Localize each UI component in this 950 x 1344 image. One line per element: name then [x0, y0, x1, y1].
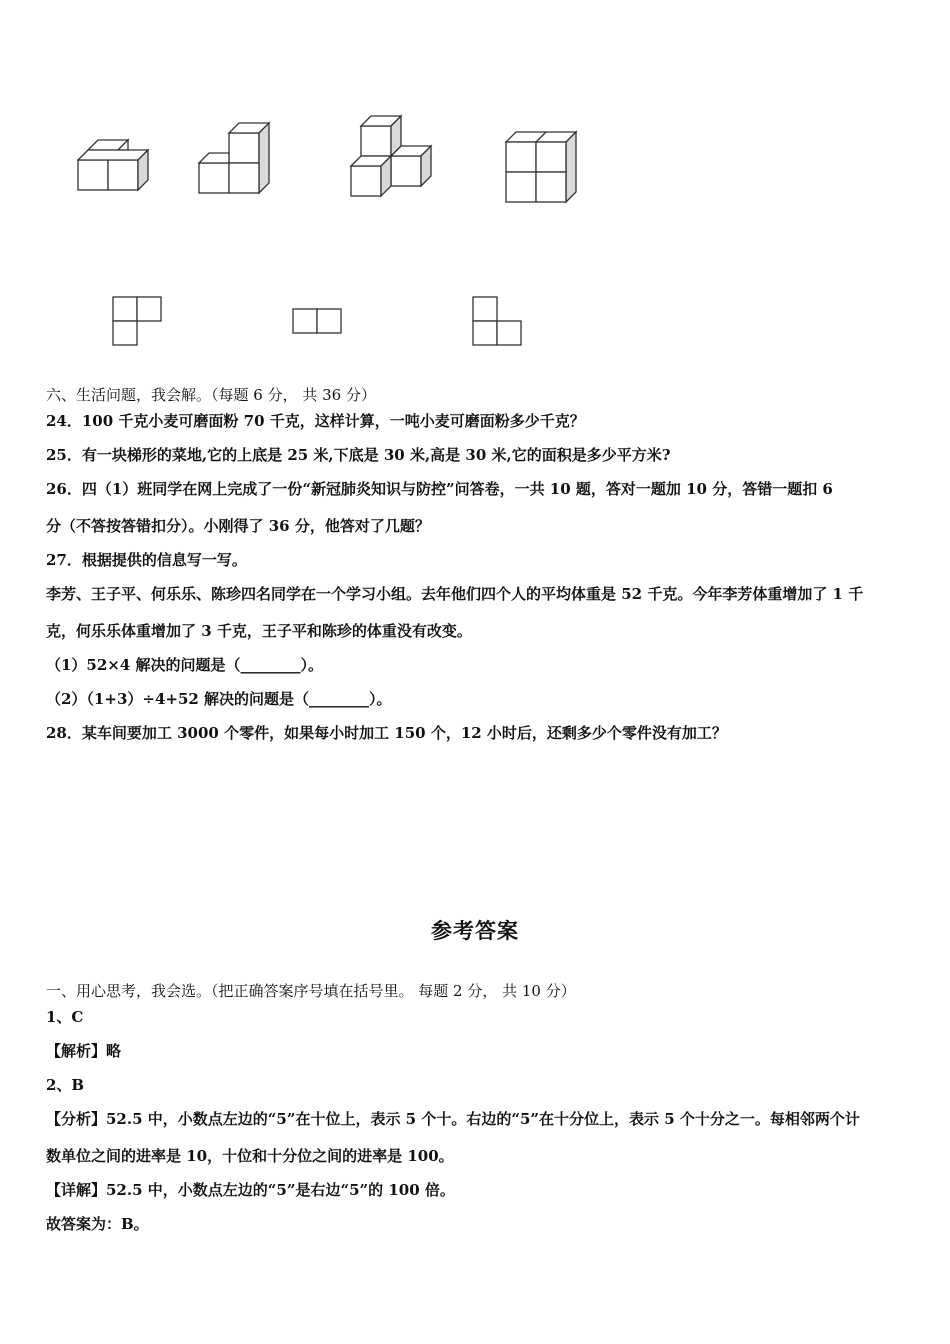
plane-view-2	[293, 309, 341, 333]
cube-figure-3	[351, 116, 431, 196]
plane-view-1	[113, 297, 161, 345]
cube-figure-2	[199, 123, 269, 193]
answer-1-analysis: 【解析】略	[46, 1042, 122, 1060]
answer-2-detail: 【详解】52.5 中，小数点左边的“5”是右边“5”的 100 倍。	[46, 1181, 455, 1199]
question-25: 25．有一块梯形的菜地,它的上底是 25 米,下底是 30 米,高是 30 米,它的面积是多少平方米?	[46, 446, 671, 464]
answers-title: 参考答案	[431, 918, 519, 943]
question-27-line-1: 李芳、王子平、何乐乐、陈珍四名同学在一个学习小组。去年他们四个人的平均体重是 52 千克。今年李芳体重增加了 1 千	[46, 585, 864, 603]
cube-figure-1	[78, 140, 148, 190]
question-24: 24．100 千克小麦可磨面粉 70 千克，这样计算，一吨小麦可磨面粉多少千克？	[46, 412, 585, 430]
question-27-line-2: 克，何乐乐体重增加了 3 千克，王子平和陈珍的体重没有改变。	[46, 622, 472, 640]
section-6-heading: 六、生活问题，我会解。（每题 6 分， 共 36 分）	[46, 386, 376, 404]
answer-1: 1、C	[46, 1008, 84, 1026]
cube-figure-4	[506, 132, 576, 202]
question-27-intro: 27．根据提供的信息写一写。	[46, 551, 247, 569]
question-26-line-1: 26．四（1）班同学在网上完成了一份“新冠肺炎知识与防控”问答卷，一共 10 题，答对一题加 10 分，答错一题扣 6	[46, 480, 833, 498]
question-26-line-2: 分（不答按答错扣分）。小刚得了 36 分，他答对了几题？	[46, 517, 430, 535]
answer-2-conclusion: 故答案为：B。	[46, 1215, 149, 1233]
question-27-sub-2: （2）（1+3）÷4+52 解决的问题是（________）。	[46, 690, 392, 708]
answers-section-1-heading: 一、用心思考，我会选。（把正确答案序号填在括号里。 每题 2 分， 共 10 分）	[46, 982, 576, 1000]
question-28: 28．某车间要加工 3000 个零件，如果每小时加工 150 个，12 小时后，还剩多少个零件没有加工？	[46, 724, 727, 742]
answer-2-analysis-line-2: 数单位之间的进率是 10，十位和十分位之间的进率是 100。	[46, 1147, 454, 1165]
figures	[0, 0, 950, 360]
question-27-sub-1: （1）52×4 解决的问题是（________）。	[46, 656, 324, 674]
answer-2-analysis-line-1: 【分析】52.5 中，小数点左边的“5”在十位上，表示 5 个十。右边的“5”在十分位上，表示 5 个十分之一。每相邻两个计	[46, 1110, 860, 1128]
answer-2: 2、B	[46, 1076, 85, 1094]
plane-view-3	[473, 297, 521, 345]
